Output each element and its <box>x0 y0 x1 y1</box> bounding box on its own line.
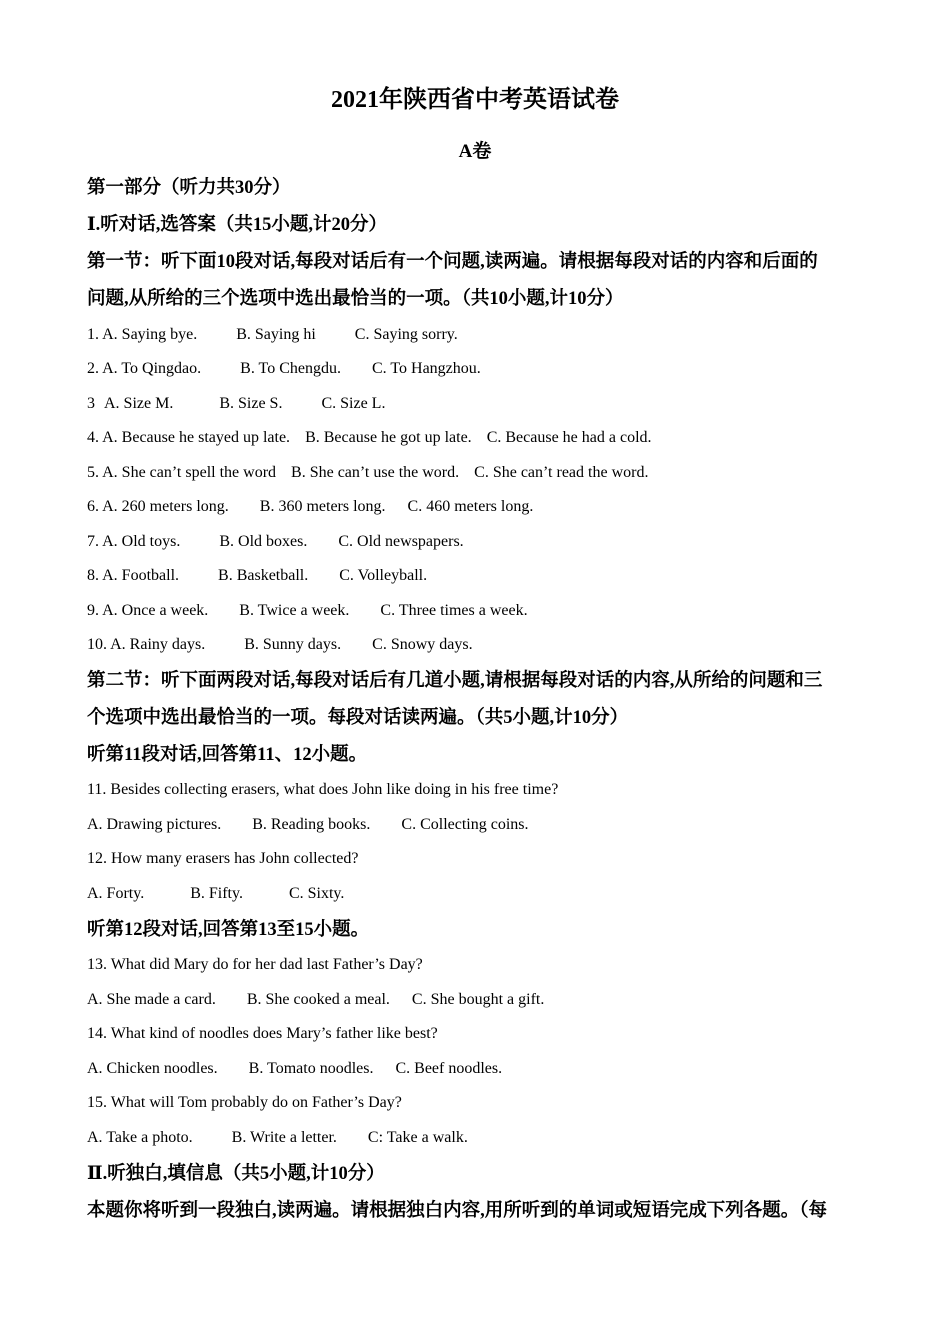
option-c: C. She bought a gift. <box>411 991 545 1008</box>
option-a: A. She made a card. <box>87 991 216 1008</box>
question-5 <box>87 462 648 484</box>
question-9 <box>87 600 528 622</box>
option-a: A. Forty. <box>87 885 145 902</box>
option-c: C. Beef noodles. <box>395 1060 503 1077</box>
option-b: B. Sunny days. <box>244 636 342 653</box>
section2-heading: Ⅱ.听独白,填信息（共5小题,计10分） <box>87 1164 385 1184</box>
option-a: A. Chicken noodles. <box>87 1060 218 1077</box>
paper-label: A卷 <box>458 141 492 162</box>
subsection2-instructions-line2: 个选项中选出最恰当的一项。每段对话读两遍。（共5小题,计10分） <box>87 708 629 728</box>
question-15: 15. What will Tom probably do on Father’s Day? <box>87 1094 402 1111</box>
question-13-options <box>87 989 544 1011</box>
option-c: C. Three times a week. <box>380 602 528 619</box>
option-c: C. She can’t read the word. <box>474 464 649 481</box>
option-c: C. Volleyball. <box>339 567 428 584</box>
question-14-options <box>87 1058 502 1080</box>
question-11-options <box>87 814 529 836</box>
option-b: B. Fifty. <box>190 885 243 902</box>
option-b: B. Old boxes. <box>219 533 308 550</box>
question-number: 1. <box>87 326 99 343</box>
option-a: A. Old toys. <box>102 533 181 550</box>
question-6 <box>87 496 533 518</box>
option-c: C. Snowy days. <box>372 636 473 653</box>
section1-heading: Ⅰ.听对话,选答案（共15小题,计20分） <box>87 215 388 235</box>
option-b: B. Reading books. <box>252 816 371 833</box>
question-15-options <box>87 1127 468 1149</box>
subsection1-instructions-line2: 问题,从所给的三个选项中选出最恰当的一项。（共10小题,计10分） <box>87 289 624 309</box>
option-c: C. To Hangzhou. <box>371 360 481 377</box>
dialog-11-heading: 听第11段对话,回答第11、12小题。 <box>87 745 368 765</box>
question-number: 5. <box>87 464 99 481</box>
question-number: 3 <box>87 395 95 412</box>
option-a: A. She can’t spell the word <box>102 464 277 481</box>
option-a: A. Size M. <box>104 395 174 412</box>
option-c: C. Old newspapers. <box>338 533 464 550</box>
option-b: B. To Chengdu. <box>240 360 341 377</box>
subsection1-instructions-line1: 第一节：听下面10段对话,每段对话后有一个问题,读两遍。请根据每段对话的内容和后面的 <box>87 252 818 272</box>
question-number: 6. <box>87 498 99 515</box>
option-a: A. Once a week. <box>102 602 209 619</box>
question-4 <box>87 427 652 449</box>
option-b: B. Saying hi <box>236 326 316 343</box>
option-c: C. Size L. <box>321 395 386 412</box>
question-12-options <box>87 883 344 905</box>
option-c: C. Collecting coins. <box>401 816 529 833</box>
question-12: 12. How many erasers has John collected? <box>87 850 359 867</box>
option-c: C: Take a walk. <box>367 1129 468 1146</box>
option-b: B. Tomato noodles. <box>248 1060 374 1077</box>
question-7 <box>87 531 464 553</box>
option-b: B. Write a letter. <box>231 1129 337 1146</box>
question-3 <box>87 393 385 415</box>
question-number: 10. <box>87 636 107 653</box>
option-b: B. Basketball. <box>218 567 309 584</box>
option-a: A. Because he stayed up late. <box>102 429 291 446</box>
dialog-12-heading: 听第12段对话,回答第13至15小题。 <box>87 920 370 940</box>
option-b: B. Size S. <box>219 395 283 412</box>
option-c: C. 460 meters long. <box>407 498 534 515</box>
option-c: C. Because he had a cold. <box>486 429 652 446</box>
question-number: 7. <box>87 533 99 550</box>
option-b: B. Because he got up late. <box>305 429 472 446</box>
option-b: B. Twice a week. <box>239 602 350 619</box>
question-number: 2. <box>87 360 99 377</box>
question-13: 13. What did Mary do for her dad last Father’s Day? <box>87 956 423 973</box>
option-c: C. Sixty. <box>288 885 345 902</box>
option-b: B. 360 meters long. <box>259 498 386 515</box>
question-2 <box>87 358 481 380</box>
option-c: C. Saying sorry. <box>354 326 458 343</box>
option-b: B. She can’t use the word. <box>291 464 460 481</box>
option-a: A. To Qingdao. <box>102 360 202 377</box>
option-b: B. She cooked a meal. <box>246 991 390 1008</box>
part1-heading: 第一部分（听力共30分） <box>87 178 291 198</box>
question-10 <box>87 634 473 656</box>
question-11: 11. Besides collecting erasers, what does John like doing in his free time? <box>87 781 559 798</box>
exam-title: 2021年陕西省中考英语试卷 <box>331 87 619 113</box>
option-a: A. Football. <box>102 567 180 584</box>
option-a: A. Drawing pictures. <box>87 816 222 833</box>
subsection2-instructions-line1: 第二节：听下面两段对话,每段对话后有几道小题,请根据每段对话的内容,从所给的问题和三 <box>87 671 823 691</box>
option-a: A. 260 meters long. <box>102 498 229 515</box>
question-number: 9. <box>87 602 99 619</box>
question-8 <box>87 565 427 587</box>
question-number: 4. <box>87 429 99 446</box>
option-a: A. Rainy days. <box>110 636 206 653</box>
option-a: A. Saying bye. <box>102 326 198 343</box>
question-14: 14. What kind of noodles does Mary’s father like best? <box>87 1025 438 1042</box>
option-a: A. Take a photo. <box>87 1129 193 1146</box>
question-number: 8. <box>87 567 99 584</box>
question-1 <box>87 324 458 346</box>
section2-instructions: 本题你将听到一段独白,读两遍。请根据独白内容,用所听到的单词或短语完成下列各题。（每 <box>87 1201 828 1221</box>
